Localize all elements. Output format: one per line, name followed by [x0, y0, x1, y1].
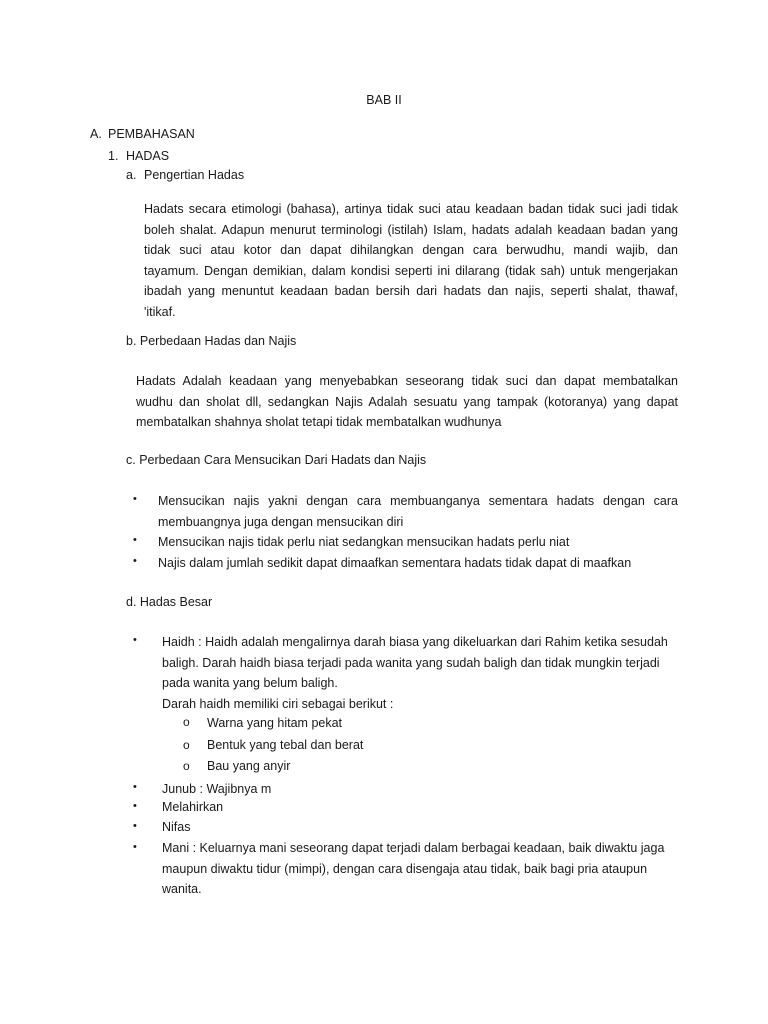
list-item-line: maupun diwaktu tidur (mimpi), dengan cara disengaja atau tidak, baik bagi pria ataupun — [162, 861, 648, 876]
section-a-label: PEMBAHASAN — [108, 127, 195, 141]
paragraph-line: membatalkan shahnya sholat tetapi tidak membatalkan wudhunya — [136, 415, 502, 429]
list-item-line: pada wanita yang belum baligh. — [162, 676, 338, 690]
sub-list-item: Bau yang anyir — [207, 759, 291, 773]
list-item: Nifas — [162, 820, 191, 834]
sub-bullet-marker: o — [183, 759, 190, 773]
paragraph-line: tidak suci atau kotor dan dapat dihilangkan dengan cara berwudhu, mandi wajib, dan — [144, 243, 678, 257]
bullet-marker: • — [133, 781, 137, 793]
list-item-mani — [162, 838, 664, 900]
chapter-title: BAB II — [366, 93, 402, 107]
list-item-line: Mani : Keluarnya mani seseorang dapat terjadi dalam berbagai keadaan, baik diwaktu jaga — [162, 841, 665, 855]
part-a-marker: a. — [126, 168, 137, 182]
paragraph-line: 'itikaf. — [144, 304, 176, 319]
list-item-line: Mensucikan najis yakni dengan cara membuanganya sementara hadats dengan cara — [158, 494, 678, 508]
bullet-marker: • — [133, 634, 137, 646]
list-item-line: baligh. Darah haidh biasa terjadi pada wanita yang sudah baligh dan tidak mungkin terjadi — [162, 655, 660, 670]
list-item-line: wanita. — [162, 882, 202, 896]
bullet-marker: • — [133, 534, 137, 546]
list-item-haidh — [162, 632, 668, 714]
sub-bullet-marker: o — [183, 715, 190, 729]
paragraph-line: tayamum. Dengan demikian, dalam kondisi seperti ini dilarang (tidak sah) untuk mengerjakan — [144, 263, 678, 278]
bullet-marker: • — [133, 841, 137, 853]
list-item-line: Darah haidh memiliki ciri sebagai berikut : — [162, 696, 394, 711]
paragraph-line: Hadats secara etimologi (bahasa), artinya tidak suci atau keadaan badan tidak suci jadi tidak — [144, 202, 678, 216]
part-a-paragraph — [144, 199, 678, 322]
sub-bullet-marker: o — [183, 738, 190, 752]
bullet-marker: • — [133, 820, 137, 832]
paragraph-line: boleh shalat. Adapun menurut terminologi (istilah) Islam, hadats adalah keadaan badan yang — [144, 222, 678, 237]
part-b-heading: b. Perbedaan Hadas dan Najis — [126, 334, 297, 348]
list-item — [158, 491, 678, 532]
bullet-marker: • — [133, 555, 137, 567]
part-a-heading: Pengertian Hadas — [144, 168, 245, 182]
paragraph-line: Hadats Adalah keadaan yang menyebabkan seseorang tidak suci dan dapat membatalkan — [136, 374, 678, 388]
subsection-1-marker: 1. — [108, 149, 119, 163]
list-item: Najis dalam jumlah sedikit dapat dimaafkan sementara hadats tidak dapat di maafkan — [158, 556, 632, 570]
sub-list-item: Warna yang hitam pekat — [207, 716, 343, 730]
list-item: Junub : Wajibnya m — [162, 782, 272, 796]
list-item-line: Haidh : Haidh adalah mengalirnya darah biasa yang dikeluarkan dari Rahim ketika sesudah — [162, 635, 668, 649]
section-a-marker: A. — [90, 127, 102, 141]
subsection-1-label: HADAS — [126, 149, 170, 163]
sub-list-item: Bentuk yang tebal dan berat — [207, 738, 364, 752]
part-c-heading: c. Perbedaan Cara Mensucikan Dari Hadats dan Najis — [126, 453, 427, 467]
bullet-marker: • — [133, 493, 137, 505]
list-item: Melahirkan — [162, 800, 224, 814]
part-b-paragraph — [136, 371, 678, 433]
paragraph-line: wudhu dan sholat dll, sedangkan Najis Adalah sesuatu yang tampak (kotoranya) yang dapat — [136, 394, 678, 409]
paragraph-line: ibadah yang menuntut keadaan badan bersih dari hadats dan najis, seperti shalat, thawaf, — [144, 284, 678, 298]
part-d-heading: d. Hadas Besar — [126, 595, 213, 609]
list-item-line: membuangnya juga dengan mensucikan diri — [158, 514, 404, 529]
list-item: Mensucikan najis tidak perlu niat sedangkan mensucikan hadats perlu niat — [158, 535, 570, 549]
bullet-marker: • — [133, 800, 137, 812]
